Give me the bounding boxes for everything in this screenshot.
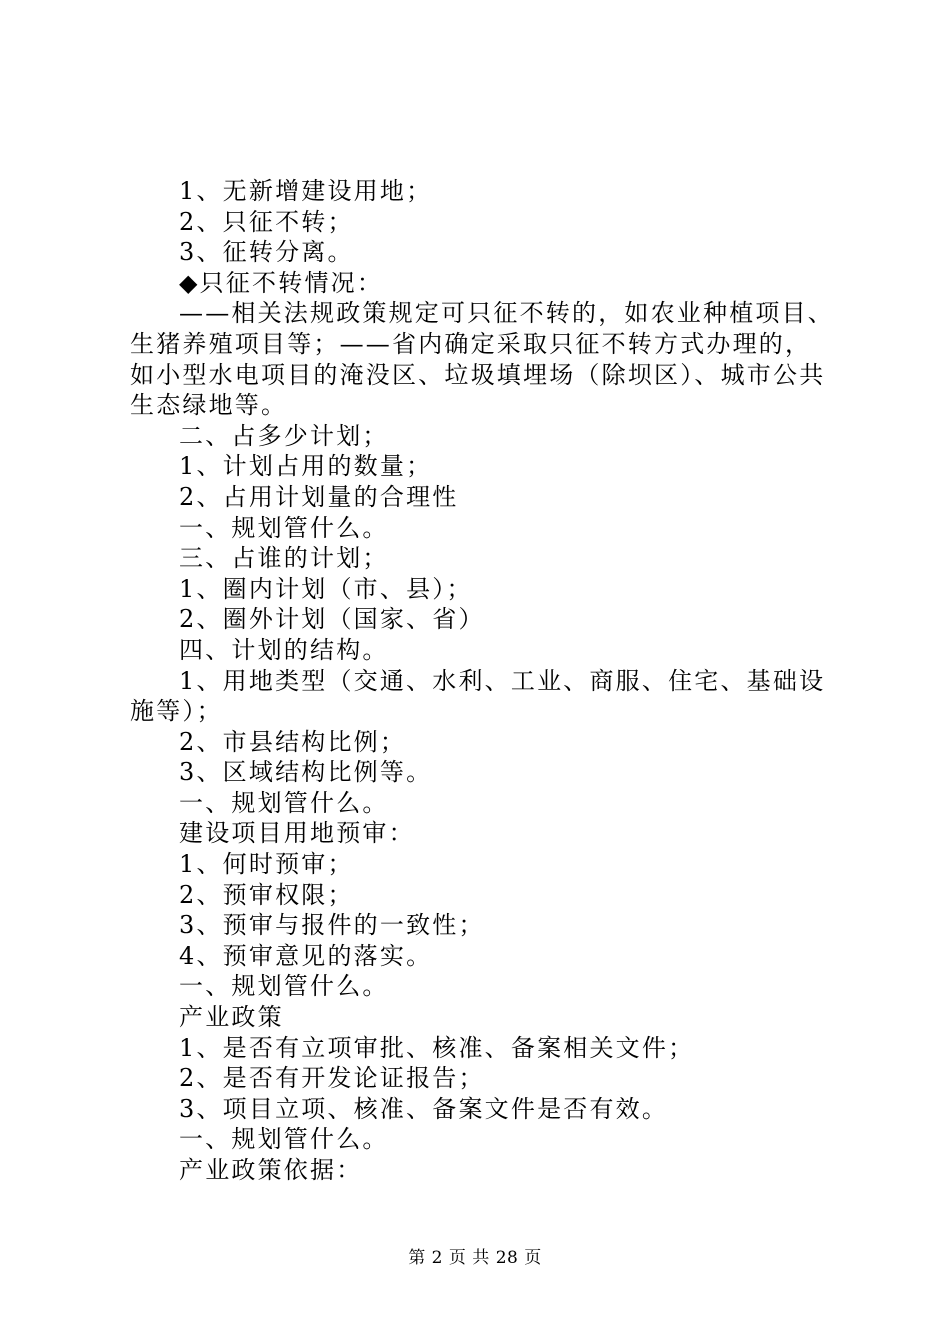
paragraph: 产业政策依据： <box>179 1156 363 1184</box>
paragraph: 3、征转分离。 <box>179 238 354 267</box>
paragraph: 二、占多少计划； <box>179 421 389 450</box>
paragraph: 3、区域结构比例等。 <box>179 758 433 787</box>
paragraph: 4、预审意见的落实。 <box>179 941 433 970</box>
page-number: 第 2 页 共 28 页 <box>408 1248 542 1268</box>
paragraph: 2、圈外计划（国家、省） <box>179 605 485 634</box>
paragraph: 2、市县结构比例； <box>179 727 407 756</box>
paragraph: 2、预审权限； <box>179 880 354 909</box>
paragraph: 1、无新增建设用地； <box>179 177 433 205</box>
document-body <box>130 176 835 1186</box>
paragraph: 1、用地类型（交通、水利、工业、商服、住宅、基础设施等）； <box>130 666 826 726</box>
paragraph: 四、计划的结构。 <box>179 635 389 664</box>
paragraph: 3、项目立项、核准、备案文件是否有效。 <box>179 1094 669 1123</box>
page-footer <box>0 1243 950 1268</box>
paragraph: 1、圈内计划（市、县）； <box>179 574 473 603</box>
paragraph: 建设项目用地预审： <box>179 819 415 848</box>
paragraph: ——相关法规政策规定可只征不转的，如农业种植项目、生猪养殖项目等；——省内确定采取只征不转方式办理的，如小型水电项目的淹没区、垃圾填埋场（除坝区）、城市公共生态绿地等。 <box>130 299 834 420</box>
paragraph: 一、规划管什么。 <box>179 1125 389 1154</box>
paragraph: 产业政策 <box>179 1003 284 1032</box>
paragraph: 三、占谁的计划； <box>179 544 389 573</box>
paragraph: 1、计划占用的数量； <box>179 452 433 481</box>
paragraph: 3、预审与报件的一致性； <box>179 911 485 940</box>
paragraph: 1、何时预审； <box>179 850 354 879</box>
paragraph: ◆只征不转情况： <box>179 268 384 297</box>
paragraph: 1、是否有立项审批、核准、备案相关文件； <box>179 1033 695 1062</box>
paragraph: 一、规划管什么。 <box>179 513 389 542</box>
paragraph: 2、占用计划量的合理性 <box>179 482 459 511</box>
paragraph: 2、只征不转； <box>179 207 354 236</box>
paragraph: 一、规划管什么。 <box>179 788 389 817</box>
paragraph: 2、是否有开发论证报告； <box>179 1064 485 1093</box>
paragraph: 一、规划管什么。 <box>179 972 389 1001</box>
